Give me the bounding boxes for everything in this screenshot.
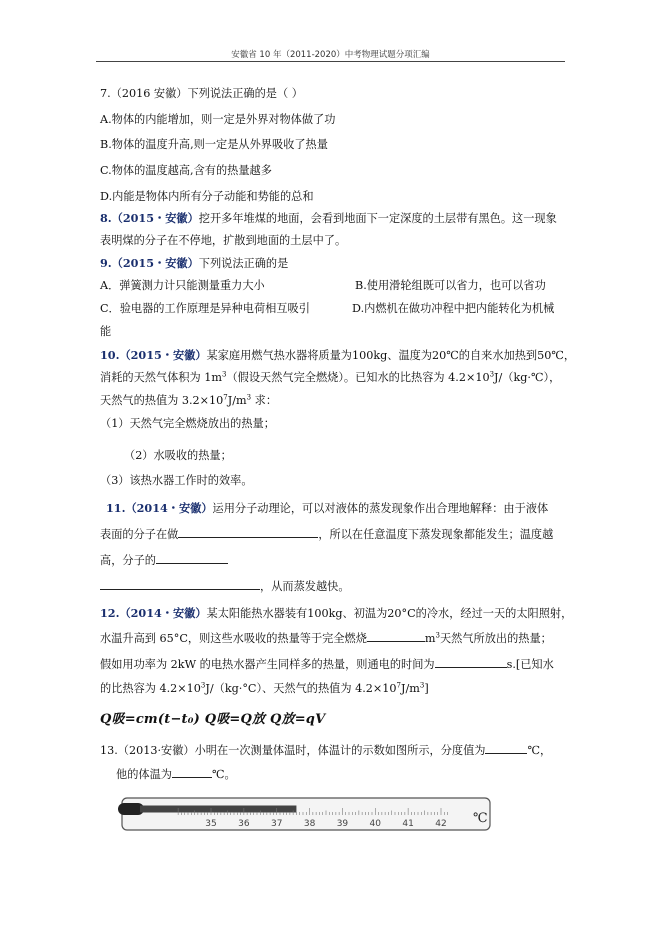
q12-answer-blank-1[interactable] — [367, 630, 425, 642]
q12-text4b: J/（kg·°C）、天然气的热值为 4.2×10 — [205, 682, 397, 695]
q7-option-c: C.物体的温度越高,含有的热量越多 — [100, 164, 272, 177]
q11-answer-blank-1[interactable] — [178, 526, 318, 538]
q12-line2 — [100, 630, 552, 647]
q13-text2a: 他的体温为 — [116, 768, 172, 781]
q7-stem: 7.（2016 安徽）下列说法正确的是（ ） — [100, 87, 303, 100]
q12-sup2: 3 — [200, 681, 206, 690]
q13-answer-blank-1[interactable] — [485, 742, 527, 754]
q9-option-d-cont: 能 — [100, 325, 112, 338]
thermometer-scale-label: 40 — [369, 819, 382, 829]
q11-text1: 运用分子动理论，可以对液体的蒸发现象作出合理地解释：由于液体 — [212, 502, 549, 515]
q12-text2a: 水温升高到 65°C，则这些水吸收的热量等于完全燃烧 — [100, 632, 367, 645]
q12-text4a: 的比热容为 4.2×10 — [100, 682, 201, 695]
q12-line3 — [100, 656, 554, 673]
q10-part2: （2）水吸收的热量； — [124, 449, 232, 462]
thermometer-unit-label: ℃ — [473, 811, 488, 826]
q13-line2 — [116, 766, 236, 783]
q10-sup1: 3 — [221, 370, 227, 379]
q10-text3a: 天然气的热值为 3.2×10 — [100, 394, 224, 407]
q12-text3a: 假如用功率为 2kW 的电热水器产生同样多的热量，则通电的时间为 — [100, 658, 435, 671]
q10-sup2: 3 — [489, 370, 495, 379]
thermometer-scale-label: 37 — [270, 819, 283, 829]
q12-sup4: 3 — [419, 681, 425, 690]
thermometer-scale-label: 38 — [303, 819, 316, 829]
q10-text2a: 消耗的天然气体积为 1m — [100, 371, 222, 384]
q10-text3b: J/m — [227, 394, 247, 407]
q12-text1: 某太阳能热水器装有100kg、初温为20°C的冷水，经过一天的太阳照射， — [206, 607, 573, 620]
thermometer-scale-label: 36 — [238, 819, 250, 829]
q8-line1 — [100, 210, 557, 227]
q11-text2a: 表面的分子在做 — [100, 528, 179, 541]
q13-text1a: 13.（2013·安徽）小明在一次测量体温时，体温计的示数如图所示，分度值为 — [100, 744, 486, 757]
q10-part1: （1）天然气完全燃烧放出的热量； — [100, 417, 275, 430]
q10-line1 — [100, 347, 575, 364]
q12-answer-blank-2[interactable] — [435, 656, 507, 668]
q11-line1 — [106, 500, 548, 517]
thermometer-scale-label: 41 — [402, 819, 414, 829]
q12-text4d: ] — [424, 682, 429, 695]
q12-sup1: 3 — [435, 631, 440, 640]
q12-line1 — [100, 605, 572, 622]
q11-label: 11.（2014・安徽） — [106, 501, 213, 515]
q9-option-a: A．弹簧测力计只能测量重力大小 — [100, 279, 265, 292]
q12-text2b: m — [424, 632, 436, 645]
q10-line2 — [100, 370, 560, 386]
q12-sup3: 7 — [396, 681, 401, 690]
q13-text2b: ℃。 — [211, 768, 236, 781]
q10-line3 — [100, 393, 277, 409]
q11-answer-blank-2a[interactable] — [156, 552, 228, 564]
q11-answer-blank-2b[interactable] — [100, 578, 260, 590]
q13-text1b: ℃， — [527, 744, 552, 757]
q11-line3 — [100, 552, 228, 569]
q13-answer-blank-2[interactable] — [172, 766, 212, 778]
q8-text1: 挖开多年堆煤的地面，会看到地面下一定深度的土层带有黑色。这一现象 — [198, 212, 557, 225]
q11-text4: ，从而蒸发越快。 — [260, 580, 350, 593]
q12-line4 — [100, 681, 429, 697]
q10-text2c: J/（kg·℃）， — [494, 371, 561, 384]
q10-sup3: 7 — [223, 393, 228, 402]
q10-text1: 某家庭用燃气热水器将质量为100kg、温度为20℃的自来水加热到50℃， — [206, 349, 576, 362]
q10-text2b: （假设天然气完全燃烧）。已知水的比热容为 4.2×10 — [226, 371, 490, 384]
q10-text3c: 求： — [251, 394, 278, 407]
q12-text3b: s.[已知水 — [506, 658, 554, 671]
q11-text3: 高，分子的 — [100, 554, 156, 567]
q9-option-d: D.内燃机在做功冲程中把内能转化为机械 — [352, 302, 555, 315]
q8-line2: 表明煤的分子在不停地，扩散到地面的土层中了。 — [100, 234, 347, 247]
q9-label: 9.（2015・安徽） — [100, 256, 199, 270]
q12-text4c: J/m — [400, 682, 420, 695]
heat-formula: Q吸=cm(t−t₀) Q吸=Q放 Q放=qV — [100, 712, 326, 727]
q9-option-b: B.使用滑轮组既可以省力，也可以省功 — [355, 279, 546, 292]
q11-text2b: ，所以在任意温度下蒸发现象都能发生；温度越 — [318, 528, 554, 541]
q12-label: 12.（2014・安徽） — [100, 606, 207, 620]
q12-text2c: 天然气所放出的热量； — [439, 632, 552, 645]
q10-part3: （3）该热水器工作时的效率。 — [100, 474, 253, 487]
q9-line1 — [100, 255, 288, 272]
q8-label: 8.（2015・安徽） — [100, 211, 199, 225]
q10-label: 10.（2015・安徽） — [100, 348, 207, 362]
header-rule — [96, 61, 565, 62]
q10-sup4: 3 — [246, 393, 252, 402]
q11-line4 — [100, 578, 350, 595]
q7-option-d: D.内能是物体内所有分子动能和势能的总和 — [100, 190, 314, 203]
thermometer-scale-label: 35 — [205, 819, 217, 829]
q9-stem: 下列说法正确的是 — [198, 257, 289, 270]
q7-option-b: B.物体的温度升高,则一定是从外界吸收了热量 — [100, 138, 328, 151]
page-header: 安徽省 10 年（2011-2020）中考物理试题分项汇编 — [231, 50, 430, 60]
q11-line2 — [100, 526, 553, 543]
q7-option-a: A.物体的内能增加，则一定是外界对物体做了功 — [100, 113, 336, 126]
thermometer-scale-label: 39 — [336, 819, 349, 829]
thermometer-figure — [116, 794, 496, 834]
q13-line1 — [100, 742, 551, 759]
thermometer-mercury — [140, 806, 296, 813]
q9-option-c: C．验电器的工作原理是异种电荷相互吸引 — [100, 302, 310, 315]
thermometer-scale-label: 42 — [435, 819, 447, 829]
